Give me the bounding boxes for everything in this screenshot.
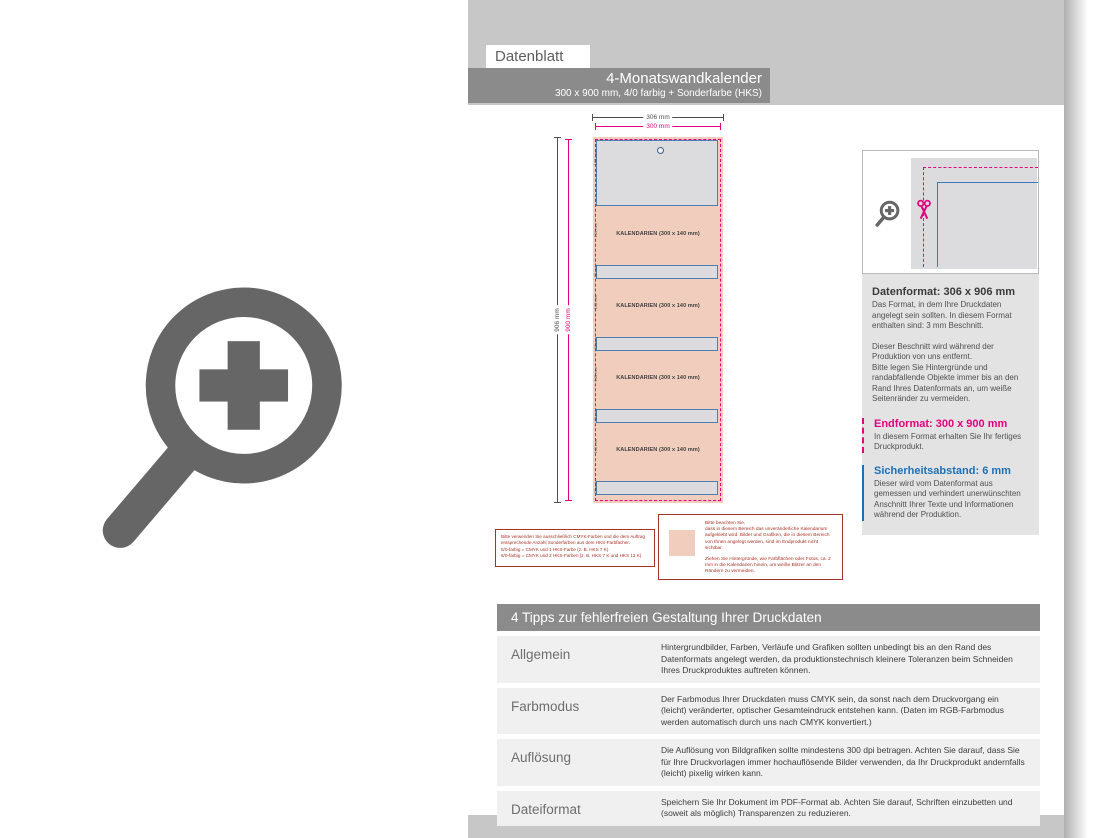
scissors-icon	[916, 197, 932, 223]
endformat-section	[862, 418, 1027, 453]
product-title-bar	[468, 68, 770, 103]
kalendarium-note	[658, 514, 843, 580]
dimension-label: 306 mm	[643, 113, 672, 122]
dimension-width-datenformat	[592, 113, 724, 121]
dimension-label: 900 mm	[564, 305, 573, 334]
cmyk-color-note	[495, 529, 655, 567]
hanger-hole-icon	[657, 147, 664, 154]
table-row	[497, 739, 1040, 786]
dimension-height-datenformat	[553, 137, 561, 503]
zoom-plus-icon	[98, 270, 368, 560]
tip-row-label: Auflösung	[511, 750, 572, 765]
note-paragraph: dass in diesem Bereich das unveränderliche Kalendarium aufgeklebt wird. Bilder und Grafiken, die in diesem Bereich von Ihnen angelegt werden, sind im Endprodukt nicht sichtbar.	[705, 527, 830, 551]
dimension-label: 300 mm	[643, 122, 672, 131]
kalendarium-color-swatch	[669, 530, 695, 556]
note-paragraph: Ziehen Sie Hintergründe, wie Farbflächen oder Fotos, ca. 2 mm in die Kalendarien hinein, um weiße Blitzer an den Rändern zu vermeiden.	[705, 557, 831, 575]
note-line: entsprechende Anzahl Sonderfarben aus dem HKS-Farbfächer.	[501, 540, 630, 546]
sicherheitsabstand-title: Sicherheitsabstand: 6 mm	[874, 464, 1011, 477]
segment-size-label: 33 mm	[593, 481, 598, 494]
endformat-text: In diesem Format erhalten Sie Ihr fertiges Druckprodukt.	[874, 431, 1022, 451]
segment-size-label: 33 mm	[593, 265, 598, 278]
sheet-edge-shadow	[1064, 0, 1088, 838]
zoom-plus-icon	[875, 199, 902, 228]
kalendarium-label: KALENDARIEN (300 x 140 mm)	[616, 375, 700, 381]
dimension-height-endformat	[564, 139, 572, 501]
tip-row-text: Die Auflösung von Bildgrafiken sollte mindestens 300 dpi betragen. Achten Sie darauf, dass Sie für Ihre Druckvorlagen immer hochauflösende Bilder verwenden, da Ihr Druckprodukt andernfalls (leicht) pixelig wirken kann.	[661, 745, 1025, 778]
datenformat-text: Dieser Beschnitt wird während der Produktion von uns entfernt.	[872, 341, 994, 361]
tip-row-label: Farbmodus	[511, 698, 580, 714]
kalendarium-label: KALENDARIEN (300 x 140 mm)	[616, 447, 700, 453]
datenformat-text: Das Format, in dem Ihre Druckdaten angelegt sein sollten. In diesem Format enthalten sind: 3 mm Beschnitt.	[872, 300, 1012, 330]
product-title: 4-Monatswandkalender	[606, 70, 762, 87]
sicherheitsabstand-text: Dieser wird vom Datenformat aus gemessen und verhindert unerwünschten Anschnitt Ihrer Texte und Informationen während der Produktion.	[874, 478, 1021, 519]
tip-row-label: Allgemein	[511, 647, 571, 662]
table-row	[497, 636, 1040, 683]
endformat-title: Endformat: 300 x 900 mm	[874, 417, 1008, 430]
segment-size-label: 167 mm	[593, 151, 598, 166]
segment-size-label: 140 mm	[593, 367, 598, 382]
product-subtitle: 300 x 900 mm, 4/0 farbig + Sonderfarbe (HKS)	[554, 88, 762, 99]
segment-size-label: 33 mm	[593, 337, 598, 350]
safety-margin-line	[937, 182, 1038, 267]
note-line: Bitte verwenden Sie ausschließlich CMYK-Farben und die dem Auftrag	[501, 534, 646, 539]
segment-size-label: 140 mm	[593, 295, 598, 310]
note-line: Bitte beachten Sie,	[705, 521, 746, 526]
segment-size-label: 140 mm	[593, 439, 598, 454]
dimension-label: 906 mm	[553, 305, 562, 334]
kalendarium-label: KALENDARIEN (300 x 140 mm)	[616, 303, 700, 309]
segment-size-label: 33 mm	[593, 409, 598, 422]
kalendarium-label: KALENDARIEN (300 x 140 mm)	[616, 231, 700, 237]
dimension-width-endformat	[595, 122, 721, 130]
segment-size-label: 140 mm	[593, 223, 598, 238]
datenformat-title: Datenformat: 306 x 906 mm	[872, 286, 1016, 298]
note-line: 6/0-farbig = CMYK und 2 HKS-Farben (z. B. HKS 7 K und HKS 13 K)	[501, 553, 642, 559]
calendar-format-diagram	[593, 137, 723, 503]
datenblatt-tab[interactable]: Datenblatt	[486, 45, 590, 69]
note-line: 5/0-farbig = CMYK und 1 HKS-Farbe (z. B. HKS 7 K)	[501, 546, 609, 552]
tip-row-text: Speichern Sie Ihr Dokument im PDF-Format ab. Achten Sie darauf, Schriften einzubetten und (soweit als möglich) Transparenzen zu reduzieren.	[661, 796, 1013, 818]
tip-row-text: Hintergrundbilder, Farben, Verläufe und Grafiken sollten unbedingt bis an den Rand des Datenformats angelegt werden, da produktionstechnisch kleinere Toleranzen beim Schneiden Ihres Druckproduktes auftreten können.	[661, 642, 1013, 675]
tip-row-text: Der Farbmodus Ihrer Druckdaten muss CMYK sein, da sonst nach dem Druckvorgang ein (leicht) veränderter, optischer Gesamteindruck entstehen kann. (Daten im RGB-Farbmodus werden automatisch durch uns nach CMYK konvertiert.)	[661, 693, 1004, 727]
table-row	[497, 791, 1040, 826]
tips-title: 4 Tipps zur fehlerfreien Gestaltung Ihrer Druckdaten	[497, 604, 1040, 631]
corner-detail-illustration	[862, 150, 1039, 274]
datenformat-section	[862, 286, 1027, 405]
format-info-panel	[862, 274, 1039, 535]
sicherheitsabstand-section	[862, 465, 1027, 521]
table-row	[497, 688, 1040, 735]
tips-table	[497, 604, 1040, 826]
datenformat-text: Bitte legen Sie Hintergründe und randabfallende Objekte immer bis an den Rand Ihres Datenformats an, um weiße Seitenränder zu vermeiden.	[872, 362, 1019, 403]
tip-row-label: Dateiformat	[511, 801, 581, 817]
